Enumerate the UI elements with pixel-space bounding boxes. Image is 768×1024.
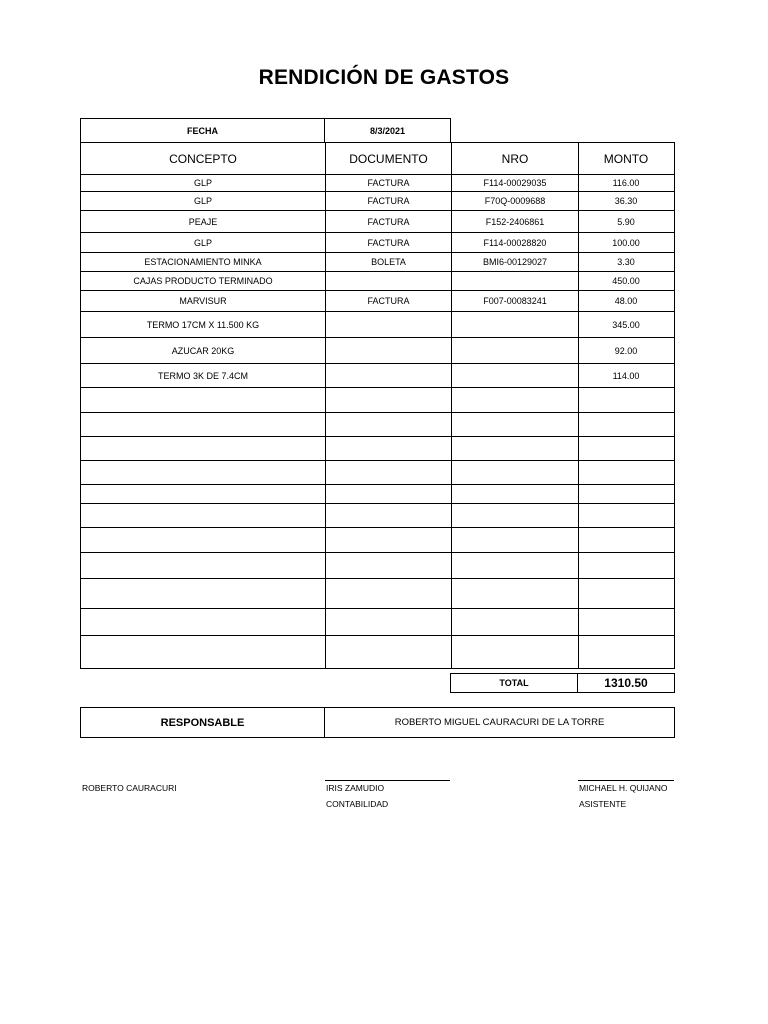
cell-concepto xyxy=(81,437,326,460)
expense-table xyxy=(80,142,675,669)
cell-documento xyxy=(326,413,452,436)
signature-middle xyxy=(326,780,388,812)
table-row xyxy=(80,504,675,528)
cell-nro xyxy=(452,388,579,412)
header-concepto: CONCEPTO xyxy=(81,143,326,174)
cell-concepto xyxy=(81,461,326,484)
cell-nro: F114-00028820 xyxy=(452,233,579,252)
cell-concepto: PEAJE xyxy=(81,211,326,232)
cell-concepto xyxy=(81,388,326,412)
cell-concepto xyxy=(81,553,326,578)
total-row xyxy=(450,673,675,693)
table-row xyxy=(80,485,675,504)
fecha-label: FECHA xyxy=(80,118,325,143)
table-row xyxy=(80,364,675,388)
table-row xyxy=(80,312,675,338)
cell-documento xyxy=(326,553,452,578)
cell-monto xyxy=(579,461,673,484)
signature-left xyxy=(82,780,177,796)
cell-concepto xyxy=(81,528,326,552)
cell-nro xyxy=(452,609,579,635)
header-nro: NRO xyxy=(452,143,579,174)
table-row xyxy=(80,579,675,609)
page-title: RENDICIÓN DE GASTOS xyxy=(258,66,510,89)
cell-nro xyxy=(452,272,579,290)
total-label: TOTAL xyxy=(450,673,578,693)
table-row xyxy=(80,413,675,437)
cell-monto xyxy=(579,413,673,436)
cell-monto: 100.00 xyxy=(612,237,640,248)
table-row xyxy=(80,636,675,669)
cell-documento xyxy=(326,312,452,337)
cell-documento xyxy=(326,338,452,363)
cell-concepto: TERMO 3K DE 7.4CM xyxy=(81,364,326,387)
cell-monto: 450.00 xyxy=(612,276,640,286)
table-header-row xyxy=(80,142,675,175)
cell-monto xyxy=(579,437,673,460)
table-body xyxy=(80,175,675,669)
cell-concepto xyxy=(81,609,326,635)
cell-nro: F70Q-0009688 xyxy=(452,192,579,210)
fecha-value: 8/3/2021 xyxy=(325,118,451,143)
cell-documento xyxy=(326,485,452,503)
cell-monto: 5.90 xyxy=(617,216,635,227)
responsable-row xyxy=(80,707,675,738)
cell-documento xyxy=(326,609,452,635)
cell-documento: FACTURA xyxy=(326,175,452,191)
cell-nro xyxy=(452,437,579,460)
table-row xyxy=(80,253,675,272)
cell-nro xyxy=(452,312,579,337)
signature-left-name: ROBERTO CAURACURI xyxy=(82,783,177,793)
cell-nro xyxy=(452,485,579,503)
table-row xyxy=(80,461,675,485)
cell-monto: 3.30 xyxy=(617,257,635,267)
cell-concepto: GLP xyxy=(81,192,326,210)
cell-concepto: GLP xyxy=(81,233,326,252)
cell-concepto xyxy=(81,636,326,668)
table-row xyxy=(80,175,675,192)
cell-nro xyxy=(452,338,579,363)
table-row xyxy=(80,272,675,291)
cell-concepto: AZUCAR 20KG xyxy=(81,338,326,363)
cell-documento: FACTURA xyxy=(326,192,452,210)
cell-documento xyxy=(326,272,452,290)
cell-concepto xyxy=(81,504,326,527)
cell-monto xyxy=(579,579,673,608)
cell-concepto: TERMO 17CM X 11.500 KG xyxy=(81,312,326,337)
cell-nro: F114-00029035 xyxy=(452,175,579,191)
table-row xyxy=(80,338,675,364)
cell-nro xyxy=(452,553,579,578)
cell-monto xyxy=(579,388,673,412)
cell-documento xyxy=(326,636,452,668)
cell-monto xyxy=(579,553,673,578)
cell-monto xyxy=(579,528,673,552)
cell-nro xyxy=(452,364,579,387)
cell-concepto: CAJAS PRODUCTO TERMINADO xyxy=(81,272,326,290)
cell-documento xyxy=(326,461,452,484)
cell-concepto: ESTACIONAMIENTO MINKA xyxy=(81,253,326,271)
table-row xyxy=(80,233,675,253)
cell-documento xyxy=(326,437,452,460)
signature-middle-role: CONTABILIDAD xyxy=(326,799,389,809)
cell-monto: 48.00 xyxy=(614,296,638,306)
table-row xyxy=(80,553,675,579)
table-row xyxy=(80,528,675,553)
header-monto: MONTO xyxy=(603,151,649,166)
cell-monto: 92.00 xyxy=(614,345,638,356)
cell-concepto: MARVISUR xyxy=(81,291,326,311)
cell-concepto xyxy=(81,413,326,436)
table-row xyxy=(80,437,675,461)
cell-monto: 36.30 xyxy=(614,196,638,206)
cell-documento: FACTURA xyxy=(326,233,452,252)
cell-monto xyxy=(579,609,673,635)
cell-nro xyxy=(452,413,579,436)
cell-concepto xyxy=(81,579,326,608)
table-row xyxy=(80,211,675,233)
responsable-label: RESPONSABLE xyxy=(80,707,325,738)
cell-nro xyxy=(452,636,579,668)
cell-monto xyxy=(579,636,673,668)
table-row xyxy=(80,192,675,211)
table-row xyxy=(80,609,675,636)
fecha-row xyxy=(80,118,451,143)
cell-documento xyxy=(326,364,452,387)
cell-documento: BOLETA xyxy=(326,253,452,271)
cell-nro: F007-00083241 xyxy=(452,291,579,311)
cell-documento: FACTURA xyxy=(326,211,452,232)
signature-right xyxy=(579,780,667,812)
signature-right-role: ASISTENTE xyxy=(579,799,627,809)
cell-monto xyxy=(579,485,673,503)
cell-nro: BMI6-00129027 xyxy=(452,253,579,271)
cell-monto xyxy=(579,504,673,527)
table-row xyxy=(80,388,675,413)
cell-nro xyxy=(452,528,579,552)
cell-nro xyxy=(452,461,579,484)
header-documento: DOCUMENTO xyxy=(326,143,452,174)
signature-middle-name: IRIS ZAMUDIO xyxy=(326,783,385,793)
cell-concepto: GLP xyxy=(81,175,326,191)
cell-documento xyxy=(326,579,452,608)
total-value: 1310.50 xyxy=(578,673,675,693)
cell-monto: 114.00 xyxy=(612,370,640,381)
cell-nro: F152-2406861 xyxy=(452,211,579,232)
table-row xyxy=(80,291,675,312)
signature-right-name: MICHAEL H. QUIJANO xyxy=(579,783,668,793)
cell-nro xyxy=(452,504,579,527)
cell-documento xyxy=(326,504,452,527)
cell-documento xyxy=(326,388,452,412)
cell-documento xyxy=(326,528,452,552)
cell-documento: FACTURA xyxy=(326,291,452,311)
cell-nro xyxy=(452,579,579,608)
cell-monto: 345.00 xyxy=(612,319,640,330)
responsable-value: ROBERTO MIGUEL CAURACURI DE LA TORRE xyxy=(325,707,675,738)
cell-monto: 116.00 xyxy=(612,178,640,188)
cell-concepto xyxy=(81,485,326,503)
